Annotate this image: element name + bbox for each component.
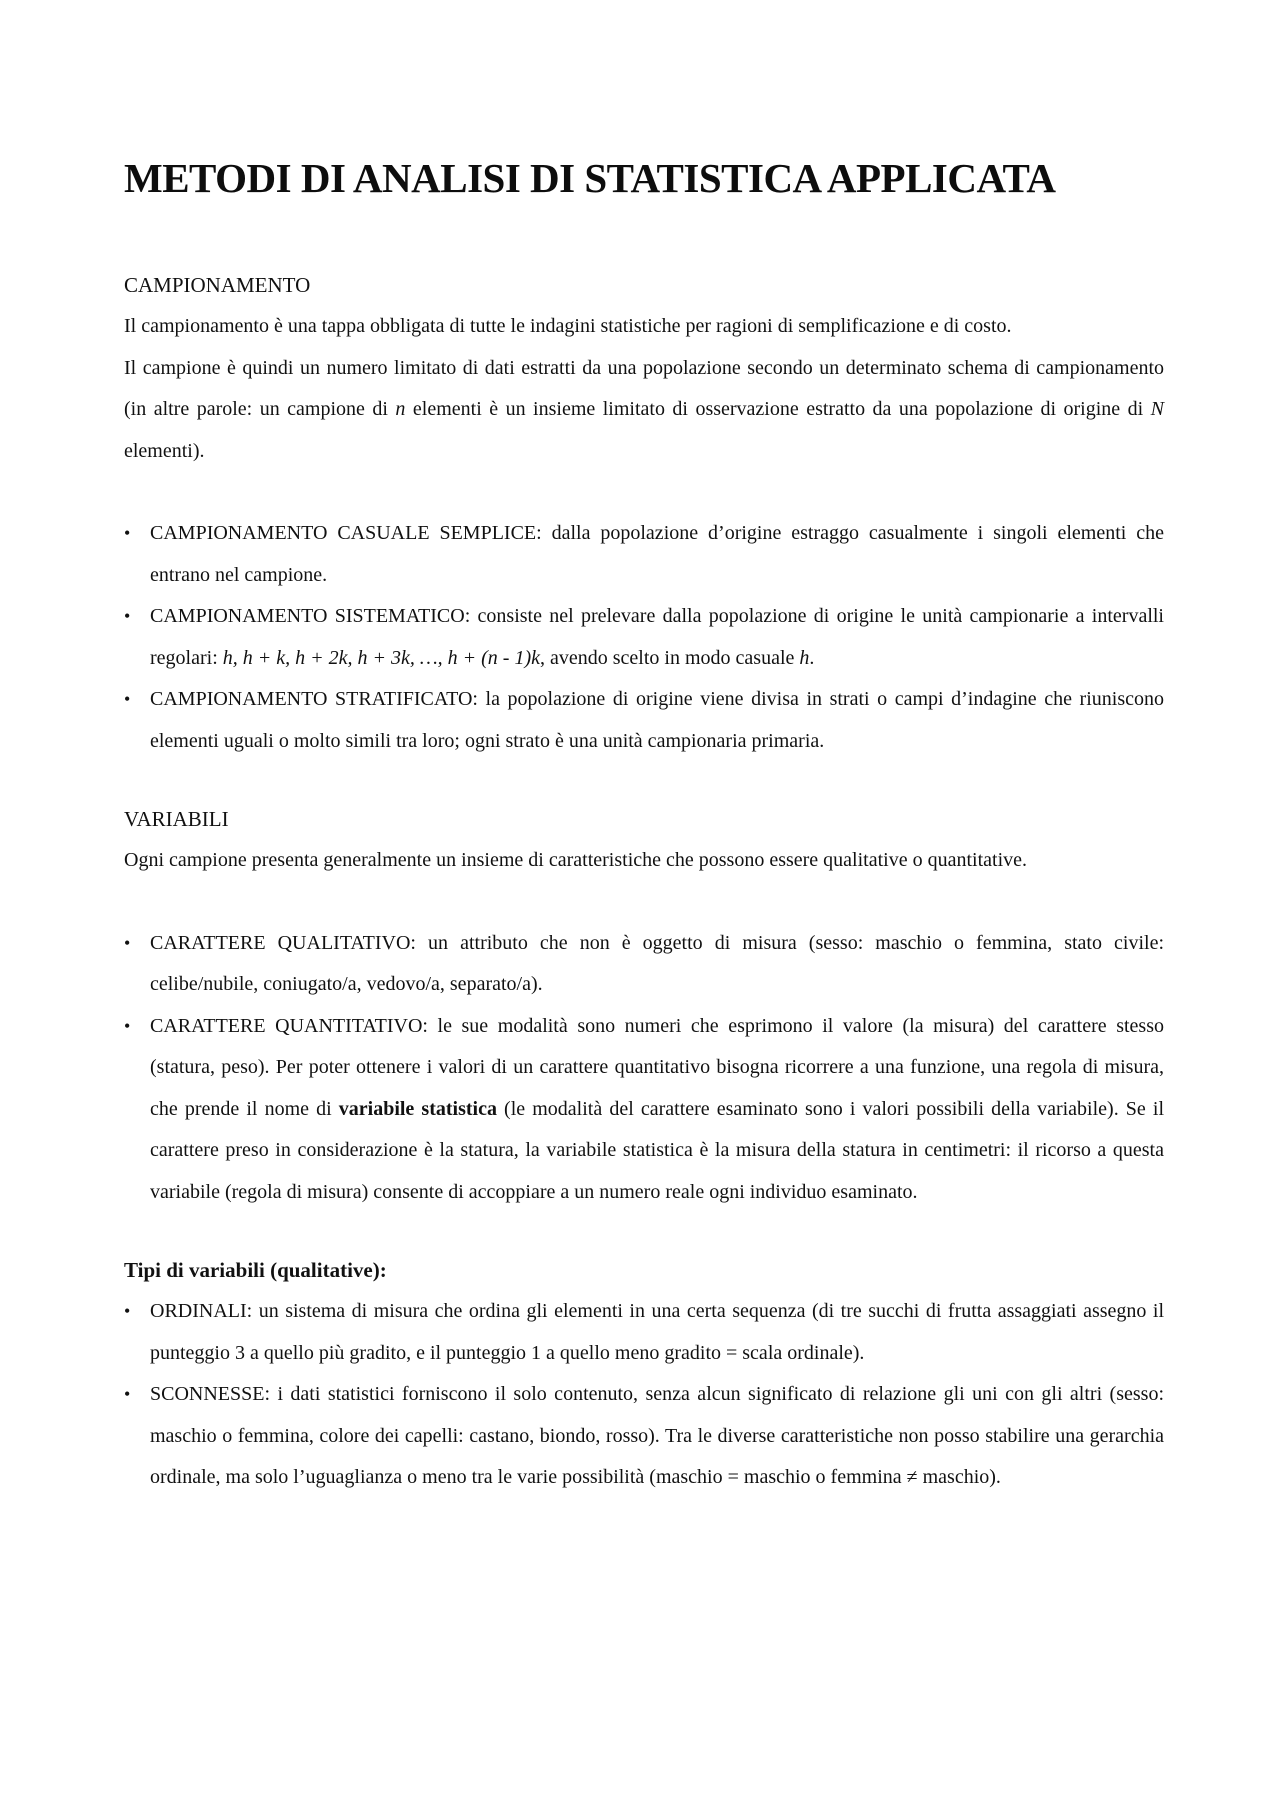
list-item-casuale-semplice: • CAMPIONAMENTO CASUALE SEMPLICE: dalla popolazione d’origine estraggo casualmente i singoli elementi che entrano nel campione. bbox=[124, 513, 1164, 596]
paragraph-campionamento-2 bbox=[124, 348, 1164, 473]
section-tipi-variabili bbox=[124, 1249, 1164, 1499]
section-heading-tipi bbox=[124, 1249, 1164, 1291]
list-item-text: . bbox=[809, 646, 815, 669]
list-item-text: CAMPIONAMENTO SISTEMATICO: consiste nel prelevare dalla popolazione di origine le unità campionarie a intervalli regolari: bbox=[150, 605, 1164, 669]
symbol-N: N bbox=[1150, 398, 1164, 420]
document-content bbox=[124, 150, 1164, 1499]
paragraph-text: Il campione è quindi un numero limitato di dati estratti da una popolazione secondo un determinato schema di campionamento (in altre parole: un campione di bbox=[124, 356, 1164, 420]
section-heading-campionamento: CAMPIONAMENTO bbox=[124, 273, 311, 297]
list-item-text: , avendo scelto in modo casuale bbox=[540, 646, 800, 669]
section-heading-variabili: VARIABILI bbox=[124, 807, 229, 831]
list-item-sistematico bbox=[124, 596, 1164, 679]
term-variabile-statistica: variabile statistica bbox=[338, 1097, 497, 1120]
heading-text: Tipi di variabili ( bbox=[124, 1258, 278, 1282]
bullet-list-campionamento bbox=[124, 513, 1164, 762]
paragraph-variabili-1: Ogni campione presenta generalmente un insieme di caratteristiche che possono essere qualitative o quantitative. bbox=[124, 849, 1028, 871]
paragraph-campionamento-1: Il campionamento è una tappa obbligata di tutte le indagini statistiche per ragioni di semplificazione e di costo. bbox=[124, 315, 1012, 337]
list-item-stratificato: • CAMPIONAMENTO STRATIFICATO: la popolazione di origine viene divisa in strati o campi d’indagine che riuniscono elementi uguali o molto simili tra loro; ogni strato è una unità campionaria primaria. bbox=[124, 679, 1164, 762]
paragraph-text: elementi è un insieme limitato di osservazione estratto da una popolazione di origine di bbox=[405, 398, 1151, 420]
symbol-h: h bbox=[799, 646, 810, 669]
list-item-text: (le modalità del carattere esaminato sono i valori possibili della variabile). Se il carattere preso in considerazione è la statura, la variabile statistica è la misura della statura in centimetri: il ricorso a questa variabile (regola di misura) consente di accoppiare a un numero reale ogni individuo esaminato. bbox=[150, 1097, 1164, 1203]
formula-intervals: h, h + k, h + 2k, h + 3k, …, h + (n - 1)k bbox=[222, 646, 541, 669]
list-item-text: CARATTERE QUANTITATIVO: le sue modalità sono numeri che esprimono il valore (la misura) del carattere stesso (statura, peso). Per poter ottenere i valori di un carattere quantitativo bisogna ricorrere a una funzione, una regola di misura, che prende il nome di bbox=[150, 1014, 1164, 1120]
list-item-quantitativo bbox=[124, 1006, 1164, 1214]
bullet-list-tipi bbox=[124, 1291, 1164, 1499]
section-campionamento bbox=[124, 264, 1164, 762]
section-variabili bbox=[124, 798, 1164, 1213]
list-item-sconnesse: • SCONNESSE: i dati statistici forniscono il solo contenuto, senza alcun significato di relazione gli uni con gli altri (sesso: maschio o femmina, colore dei capelli: castano, biondo, rosso). Tra le diverse caratteristiche non posso stabilire una gerarchia ordinale, ma solo l’uguaglianza o meno tra le varie possibilità (maschio = maschio o femmina ≠ maschio). bbox=[124, 1374, 1164, 1499]
list-item-qualitativo: • CARATTERE QUALITATIVO: un attributo che non è oggetto di misura (sesso: maschio o femmina, stato civile: celibe/nubile, coniugato/a, vedovo/a, separato/a). bbox=[124, 923, 1164, 1006]
heading-text: ): bbox=[372, 1258, 387, 1282]
paragraph-text: elementi). bbox=[124, 439, 205, 462]
list-item-ordinali: • ORDINALI: un sistema di misura che ordina gli elementi in una certa sequenza (di tre succhi di frutta assaggiati assegno il punteggio 3 a quello più gradito, e il punteggio 1 a quello meno gradito = scala ordinale). bbox=[124, 1291, 1164, 1374]
heading-qualitative: qualitative bbox=[277, 1258, 373, 1282]
symbol-n: n bbox=[395, 398, 406, 420]
page-title: METODI DI ANALISI DI STATISTICA APPLICATA bbox=[124, 155, 1056, 201]
bullet-list-variabili bbox=[124, 923, 1164, 1214]
